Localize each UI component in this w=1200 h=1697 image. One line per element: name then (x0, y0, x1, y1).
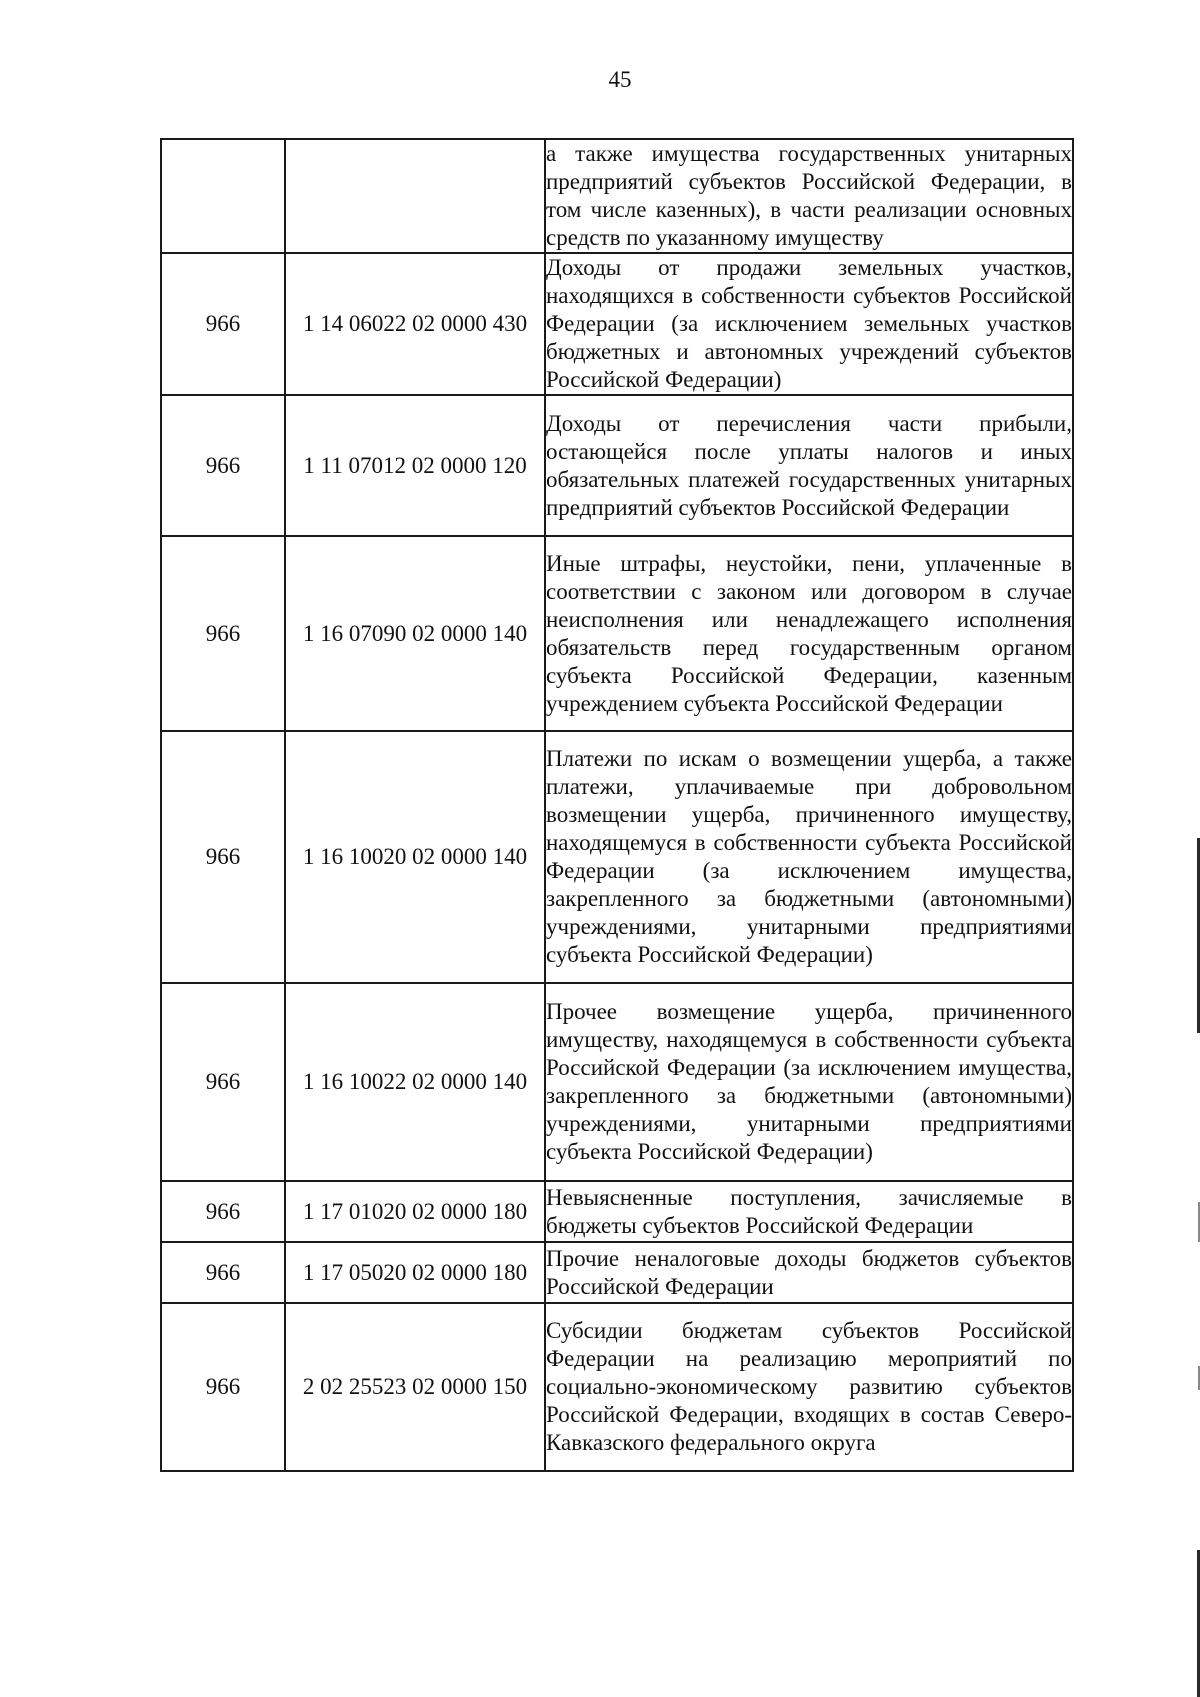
admin-code-cell: 966 (161, 1242, 285, 1303)
table-row (161, 731, 1073, 983)
budget-code-cell: 1 16 10022 02 0000 140 (285, 983, 545, 1181)
budget-code-cell: 1 17 05020 02 0000 180 (285, 1242, 545, 1303)
budget-code-cell: 1 17 01020 02 0000 180 (285, 1181, 545, 1242)
description-text: Субсидии бюджетам субъектов Российской Федерации на реализацию мероприятий по социально-экономическому развитию субъектов Российской Федерации, входящих в состав Северо-Кавказского федерального округа (546, 1318, 1072, 1455)
description-text: Иные штрафы, неустойки, пени, уплаченные в соответствии с законом или договором в случае неисполнения или ненадлежащего исполнения обязательств перед государственным органом субъекта Российской Федерации, казенным учреждением субъекта Российской Федерации (546, 550, 1072, 716)
admin-code-cell: 966 (161, 1181, 285, 1242)
description-cell (545, 983, 1073, 1181)
table-row (161, 395, 1073, 536)
table-row (161, 983, 1073, 1181)
description-text: Доходы от продажи земельных участков, находящихся в собственности субъектов Российской Федерации (за исключением земельных участков бюджетных и автономных учреждений субъектов Российской Федерации) (546, 255, 1072, 392)
revenue-codes-table (160, 138, 1074, 1472)
description-text: Невыясненные поступления, зачисляемые в бюджеты субъектов Российской Федерации (546, 1184, 1072, 1238)
table-row (161, 139, 1073, 253)
admin-code-cell: 966 (161, 253, 285, 395)
budget-code-cell: 1 16 07090 02 0000 140 (285, 536, 545, 731)
budget-code-cell (285, 139, 545, 253)
description-text: Прочие неналоговые доходы бюджетов субъектов Российской Федерации (546, 1245, 1072, 1299)
table-row (161, 1303, 1073, 1471)
table-row (161, 1181, 1073, 1242)
admin-code-cell: 966 (161, 983, 285, 1181)
description-text: а также имущества государственных унитарных предприятий субъектов Российской Федерации, в том числе казенных), в части реализации основных средств по указанному имуществу (546, 141, 1072, 250)
budget-code-cell: 1 11 07012 02 0000 120 (285, 395, 545, 536)
admin-code-cell: 966 (161, 1303, 285, 1471)
budget-code-cell: 1 14 06022 02 0000 430 (285, 253, 545, 395)
description-cell (545, 1181, 1073, 1242)
description-cell (545, 1303, 1073, 1471)
description-text: Доходы от перечисления части прибыли, остающейся после уплаты налогов и иных обязательных платежей государственных унитарных предприятий субъектов Российской Федерации (546, 410, 1072, 520)
description-cell (545, 731, 1073, 983)
description-text: Прочее возмещение ущерба, причиненного имуществу, находящемуся в собственности субъекта Российской Федерации (за исключением имущества, закрепленного за бюджетными (автономными) учреждениями, унитарными предприятиями субъекта Российской Федерации) (546, 999, 1072, 1164)
admin-code-cell (161, 139, 285, 253)
table-row (161, 1242, 1073, 1303)
budget-code-cell: 2 02 25523 02 0000 150 (285, 1303, 545, 1471)
description-cell (545, 253, 1073, 395)
admin-code-cell: 966 (161, 395, 285, 536)
table-row (161, 536, 1073, 731)
description-cell (545, 536, 1073, 731)
table-row (161, 253, 1073, 395)
page-number: 45 (608, 67, 632, 92)
description-text: Платежи по искам о возмещении ущерба, а также платежи, уплачиваемые при добровольном возмещении ущерба, причиненного имуществу, находящемуся в собственности субъекта Российской Федерации (за исключением имущества, закрепленного за бюджетными (автономными) учреждениями, унитарными предприятиями субъекта Российской Федерации) (546, 746, 1072, 967)
admin-code-cell: 966 (161, 536, 285, 731)
description-cell (545, 139, 1073, 253)
admin-code-cell: 966 (161, 731, 285, 983)
budget-code-cell: 1 16 10020 02 0000 140 (285, 731, 545, 983)
description-cell (545, 1242, 1073, 1303)
description-cell (545, 395, 1073, 536)
